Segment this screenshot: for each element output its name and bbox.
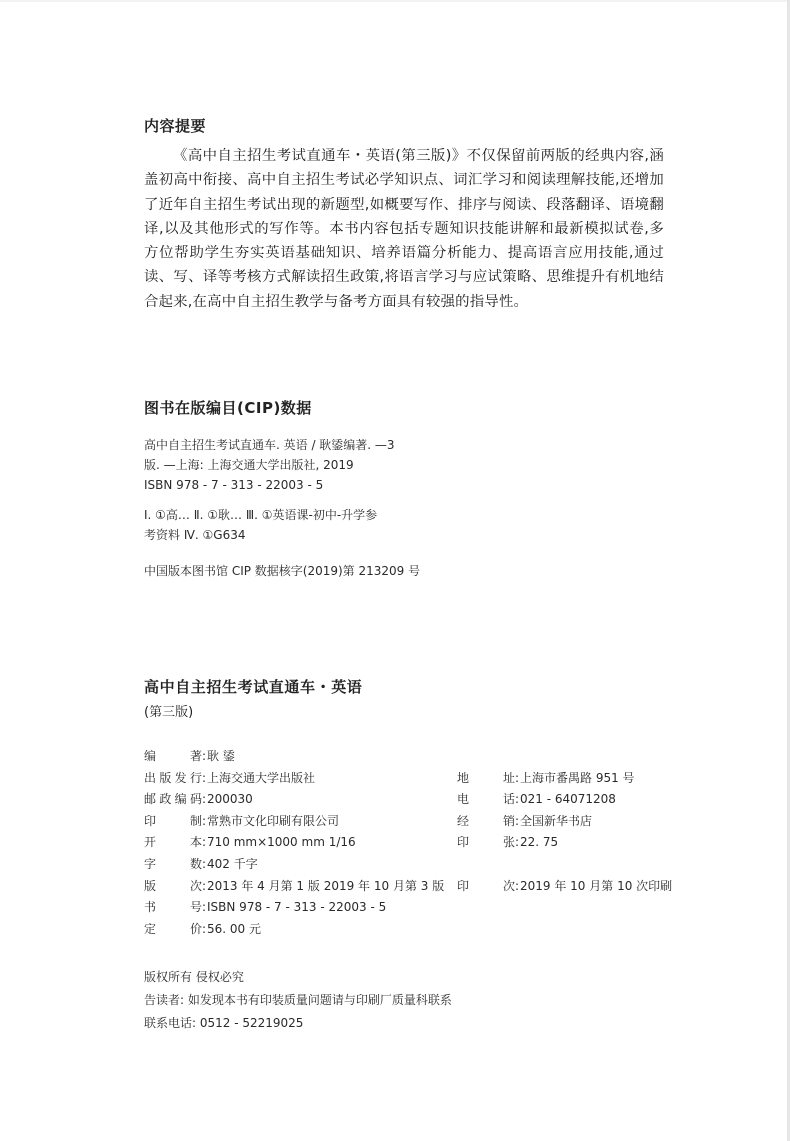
info-row: 编著 : 耿 鋈 [144,746,664,768]
info-row: 版次 : 2013 年 4 月第 1 版 2019 年 10 月第 3 版 印次 : 2019 年 10 月第 10 次印刷 [144,876,664,898]
info-label: 出版发行 [144,770,202,785]
info-value: 2013 年 4 月第 1 版 2019 年 10 月第 3 版 [207,878,445,893]
info-label: 版次 [144,878,202,893]
info-value: 56. 00 元 [207,921,261,936]
cip-classification: 考资料 Ⅳ. ①G634 [144,528,246,542]
content-summary [144,116,664,314]
contact-phone: 联系电话: 0512 - 52219025 [144,1016,304,1030]
info-value: 200030 [207,792,253,807]
info-row: 印制 : 常熟市文化印刷有限公司 经销 : 全国新华书店 [144,811,664,833]
info-row: 出版发行 : 上海交通大学出版社 地址 : 上海市番禺路 951 号 [144,768,664,790]
info-label: 邮政编码 [144,792,202,807]
info-value: 710 mm×1000 mm 1/16 [207,835,356,850]
info-value: 22. 75 [520,835,559,850]
info-row: 定价 : 56. 00 元 [144,919,664,941]
info-row: 字数 : 402 千字 [144,854,664,876]
top-edge [0,0,790,2]
copyright-notice [144,966,452,1035]
rights-statement: 版权所有 侵权必究 [144,970,244,984]
cip-data [144,398,664,581]
info-value: 021 - 64071208 [520,792,616,807]
book-title: 高中自主招生考试直通车・英语 [144,678,363,696]
cip-classification: Ⅰ. ①高… Ⅱ. ①耿… Ⅲ. ①英语课-初中-升学参 [144,508,378,522]
info-value: 常熟市文化印刷有限公司 [207,813,340,828]
info-label: 书号 [144,900,202,915]
info-value: 全国新华书店 [520,813,593,828]
info-label: 编著 [144,749,202,763]
info-label: 印张 [457,835,515,850]
summary-paragraph: 《高中自主招生考试直通车・英语(第三版)》不仅保留前两版的经典内容,涵盖初高中衔接、高中自主招生考试必学知识点、词汇学习和阅读理解技能,还增加了近年自主招生考试出现的新题型,如概要写作、排序与阅读、段落翻译、语境翻译,以及其他形式的写作等。本书内容包括专题知识技能讲解和最新模拟试卷,多方位帮助学生夯实英语基础知识、培养语篇分析能力、提高语言应用技能,通过读、写、译等考核方式解读招生政策,将语言学习与应试策略、思维提升有机地结合起来,在高中自主招生教学与备考方面具有较强的指导性。 [144,148,664,310]
cip-isbn: ISBN 978 - 7 - 313 - 22003 - 5 [144,478,324,492]
reader-notice: 告读者: 如发现本书有印装质量问题请与印刷厂质量科联系 [144,993,452,1007]
info-label: 定价 [144,921,202,936]
cip-record-number: 中国版本图书馆 CIP 数据核字(2019)第 213209 号 [144,564,421,578]
info-label: 开本 [144,835,202,850]
info-label: 印制 [144,813,202,828]
info-value: 上海交通大学出版社 [207,770,316,785]
cip-line: 版. —上海: 上海交通大学出版社, 2019 [144,458,354,472]
info-label: 经销 [457,813,515,828]
cip-line: 高中自主招生考试直通车. 英语 / 耿鋈编著. —3 [144,438,395,452]
info-row: 开本 : 710 mm×1000 mm 1/16 印张 : 22. 75 [144,832,664,854]
info-label: 印次 [457,878,515,893]
summary-heading: 内容提要 [144,117,207,135]
info-label: 地址 [457,770,515,785]
info-label: 字数 [144,856,202,871]
info-label: 电话 [457,792,515,807]
info-row: 书号 : ISBN 978 - 7 - 313 - 22003 - 5 [144,897,664,919]
info-value: 上海市番禺路 951 号 [520,770,635,785]
info-value: 耿 鋈 [207,749,235,763]
info-value: 2019 年 10 月第 10 次印刷 [520,878,673,893]
info-value: 402 千字 [207,856,258,871]
info-value: ISBN 978 - 7 - 313 - 22003 - 5 [207,900,387,915]
book-title-block [144,676,362,724]
publication-info [144,746,673,940]
info-row: 邮政编码 : 200030 电话 : 021 - 64071208 [144,789,664,811]
cip-heading: 图书在版编目(CIP)数据 [144,399,312,417]
book-edition: (第三版) [144,705,194,720]
